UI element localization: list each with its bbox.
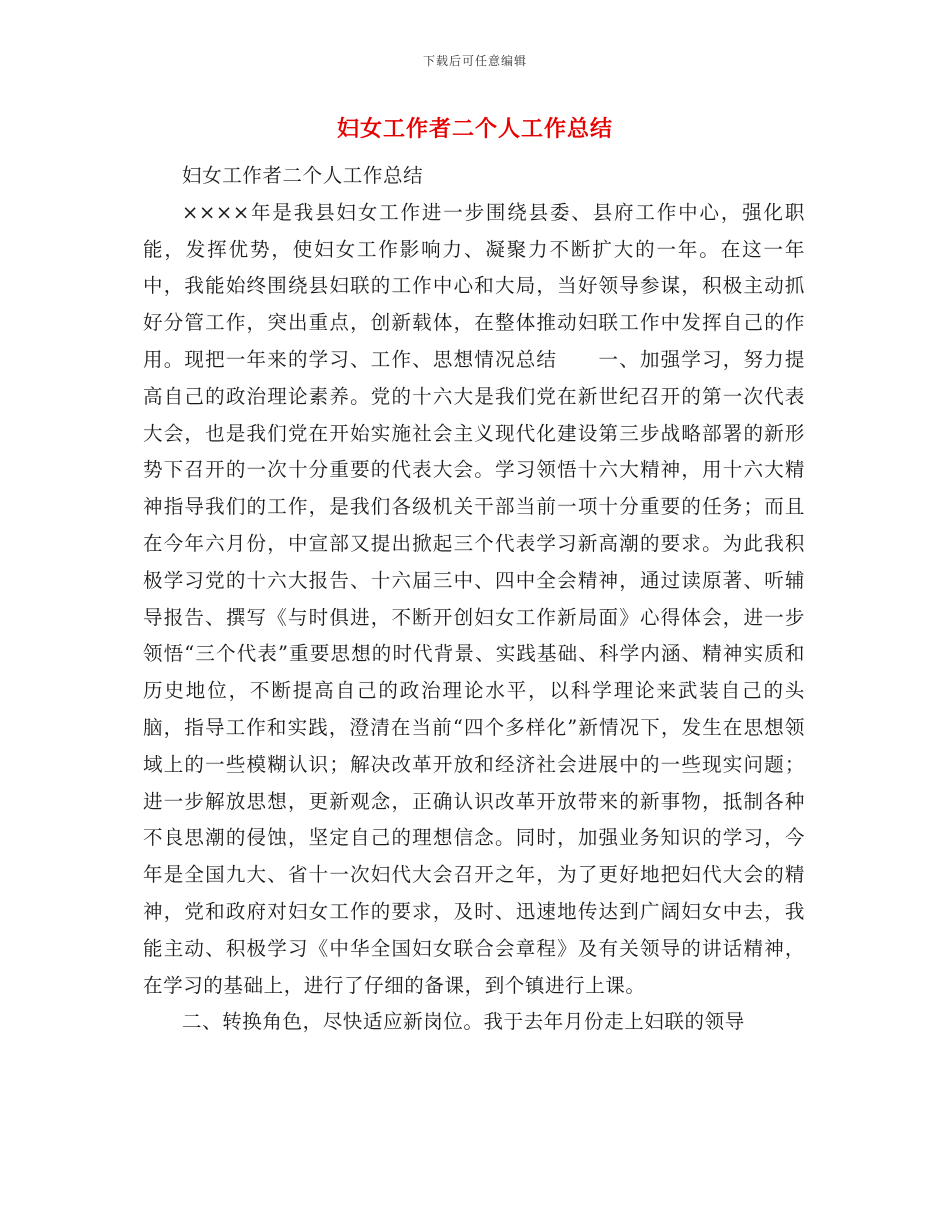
subtitle-paragraph: 妇女工作者二个人工作总结 <box>182 164 424 187</box>
body-paragraph: 二、转换角色，尽快适应新岗位。我于去年月份走上妇联的领导 <box>182 1010 745 1034</box>
document-title: 妇女工作者二个人工作总结 <box>336 116 613 142</box>
body-paragraph: ××××年是我县妇女工作进一步围绕县委、县府工作中心，强化职能，发挥优势，使妇女工作影响力、凝聚力不断扩大的一年。在这一年中，我能始终围绕县妇联的工作中心和大局，当好领导参谋，积极主动抓好分管工作，突出重点，创新载体，在整体推动妇联工作中发挥自己的作用。现把一年来的学习、工作、思想情况总结 一、加强学习，努力提高自己的政治理论素养。党的十六大是我们党在新世纪召开的第一次代表大会，也是我们党在开始实施社会主义现代化建设第三步战略部署的新形势下召开的一次十分重要的代表大会。学习领悟十六大精神，用十六大精神指导我们的工作，是我们各级机关干部当前一项十分重要的任务；而且在今年六月份，中宣部又提出掀起三个代表学习新高潮的要求。为此我积极学习党的十六大报告、十六届三中、四中全会精神，通过读原著、听辅导报告、撰写《与时俱进，不断开创妇女工作新局面》心得体会，进一步领悟“三个代表”重要思想的时代背景、实践基础、科学内涵、精神实质和历史地位，不断提高自己的政治理论水平，以科学理论来武装自己的头脑，指导工作和实践，澄清在当前“四个多样化”新情况下，发生在思想领域上的一些模糊认识；解决改革开放和经济社会进展中的一些现实问题；进一步解放思想，更新观念，正确认识改革开放带来的新事物，抵制各种不良思潮的侵蚀，坚定自己的理想信念。同时，加强业务知识的学习，今年是全国九大、省十一次妇代大会召开之年，为了更好地把妇代大会的精神，党和政府对妇女工作的要求，及时、迅速地传达到广阔妇女中去，我能主动、积极学习《中华全国妇女联合会章程》及有关领导的讲话精神，在学习的基础上，进行了仔细的备课，到个镇进行上课。 <box>143 200 805 997</box>
document-body <box>143 158 805 1041</box>
header-note: 下载后可任意编辑 <box>422 54 527 68</box>
